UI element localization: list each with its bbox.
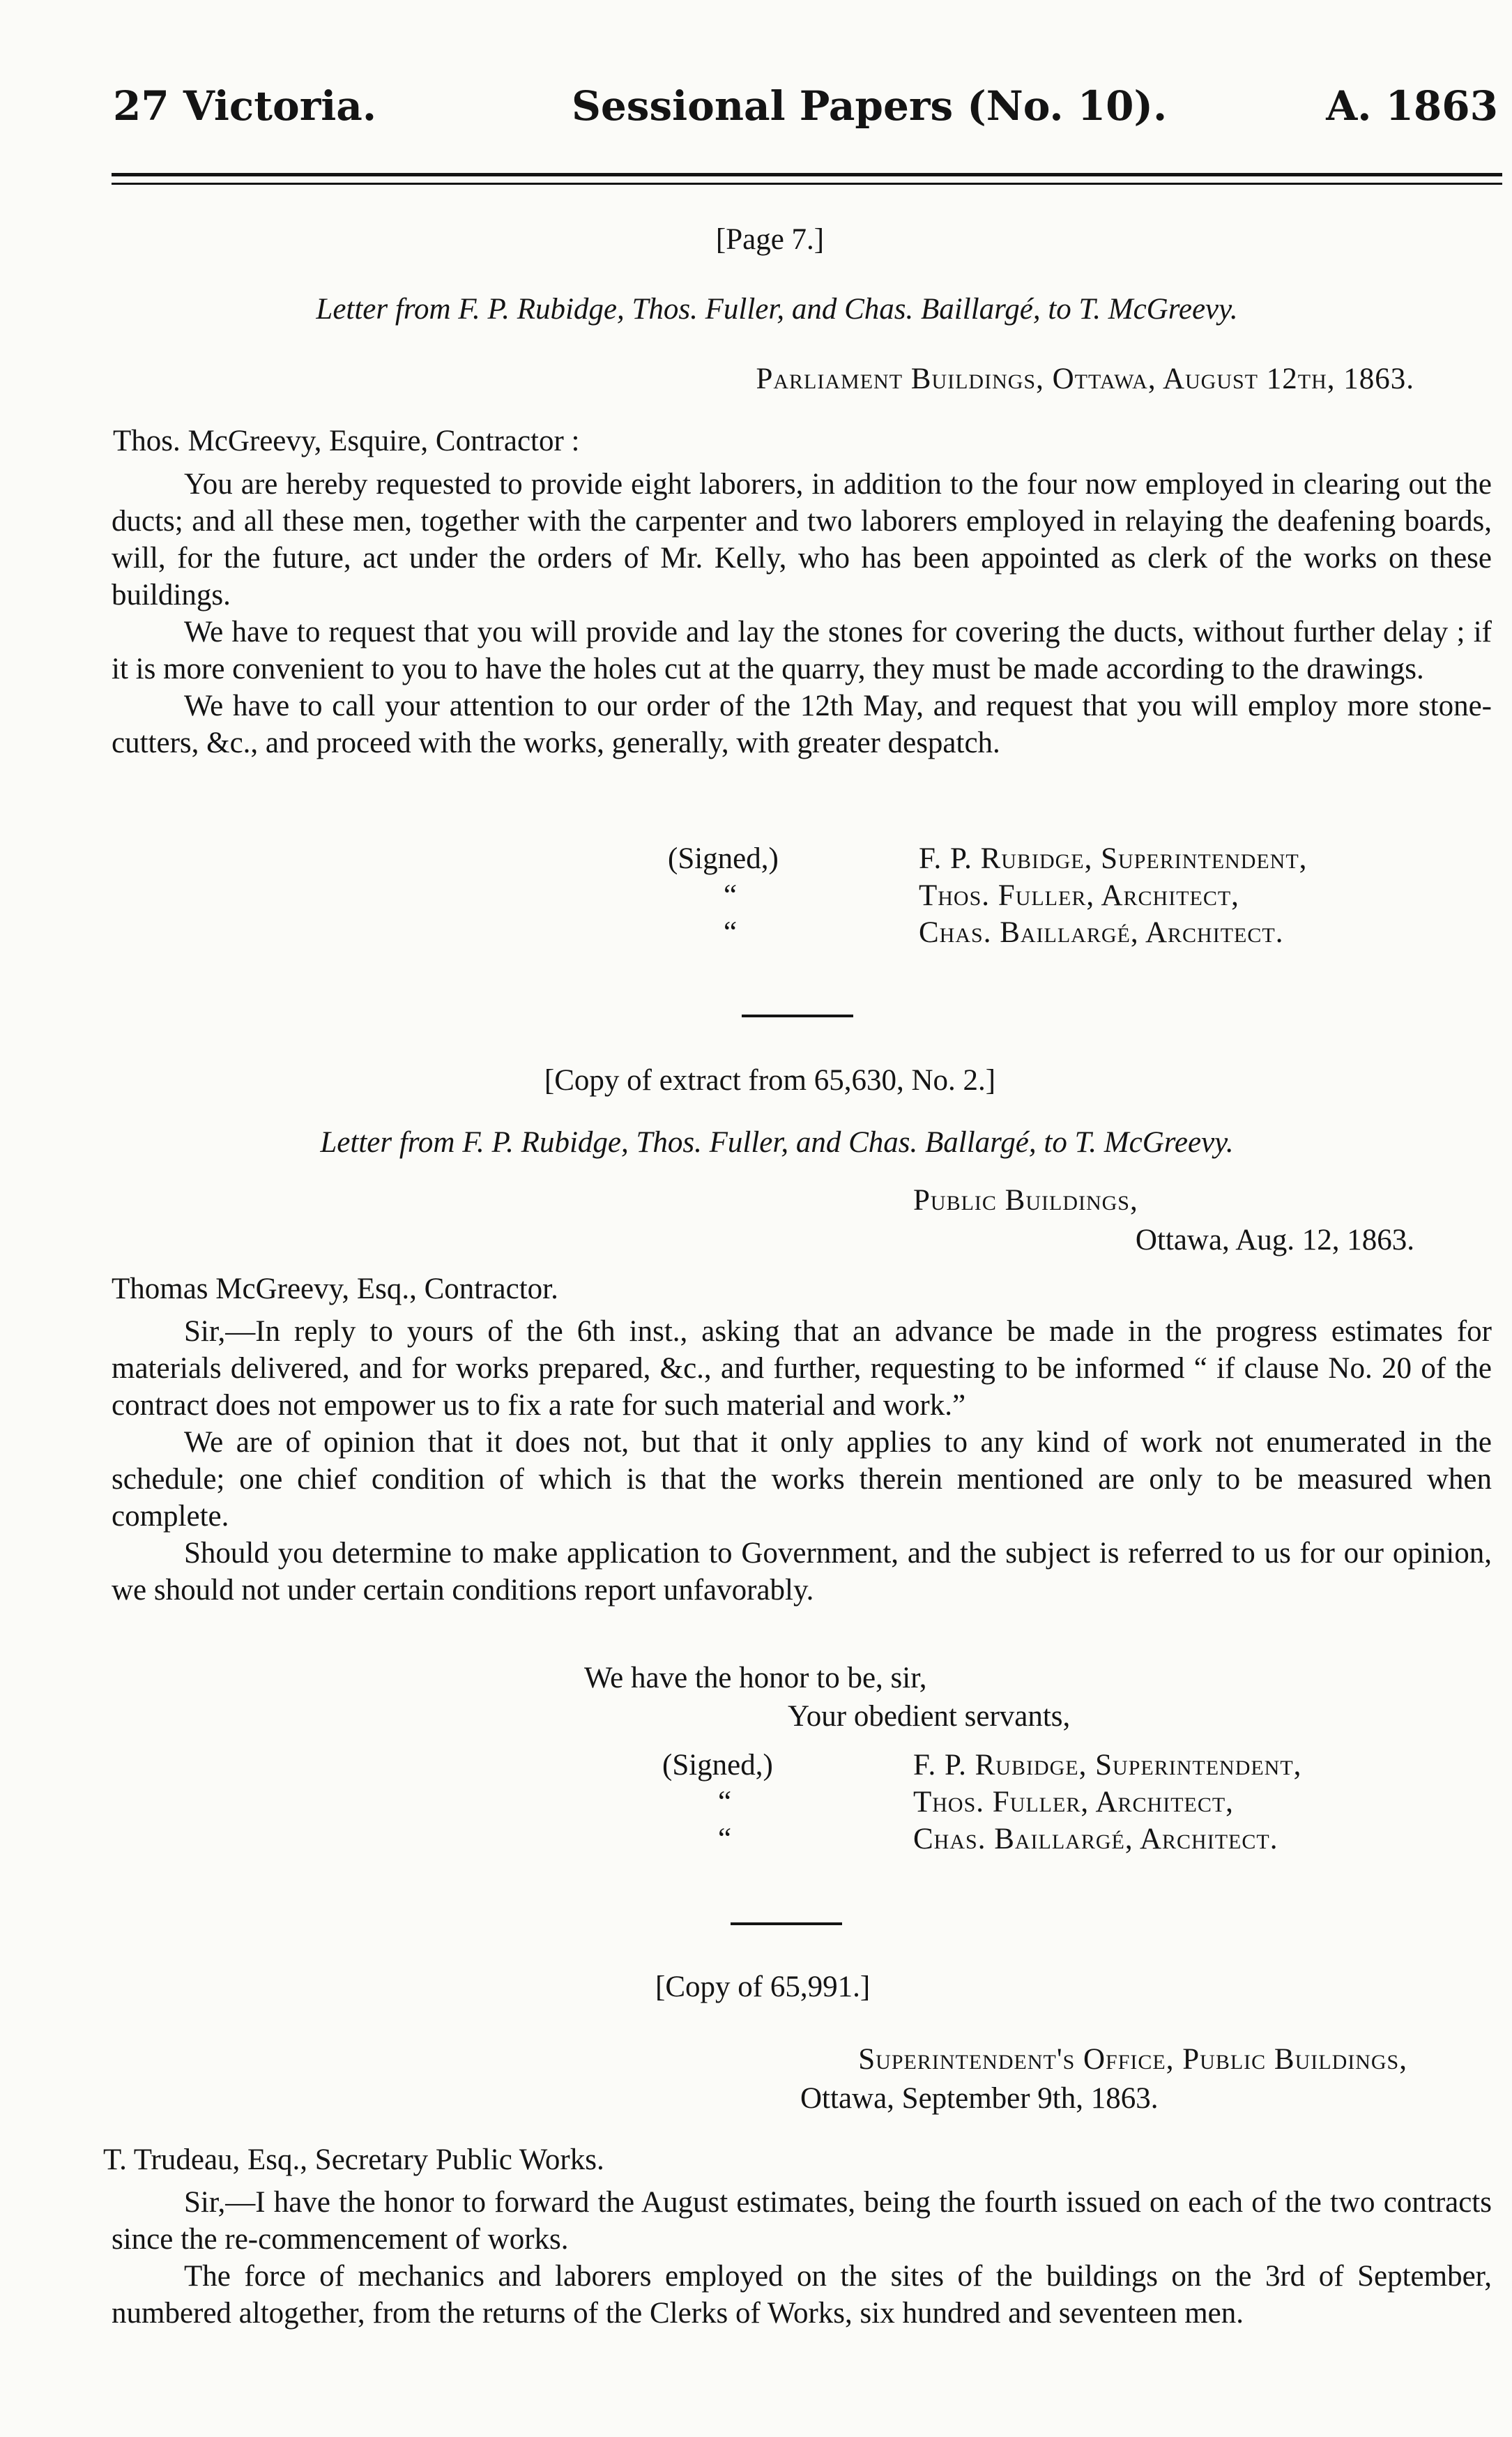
section3-addressee: T. Trudeau, Esq., Secretary Public Works. [103,2143,604,2176]
signatory-name: F. P. Rubidge, Superintendent, [913,1749,1302,1782]
section3-date: Ottawa, September 9th, 1863. [800,2082,1159,2115]
signatory-name: Thos. Fuller, Architect, [913,1786,1234,1819]
section1-signature-row-1 [668,840,1307,877]
section1-title: Letter from F. P. Rubidge, Thos. Fuller, and Chas. Baillargé, to T. McGreevy. [316,293,1238,326]
section1-place-date: Parliament Buildings, Ottawa, August 12th, 1863. [756,363,1414,395]
section1-paragraph-1: You are hereby requested to provide eight laborers, in addition to the four now employed in clearing out the ducts; and all these men, together with the carpenter and two laborers employed in relaying the deafening boards, will, for the future, act under the orders of Mr. Kelly, who has been appointed as clerk of the works on these buildings. [112,468,1492,612]
header-rule-thick [112,173,1502,176]
section1-paragraph-2: We have to request that you will provide and lay the stones for covering the ducts, without further delay ; if it is more convenient to you to have the holes cut at the quarry, they must be made according to the drawings. [112,616,1492,685]
section3-paragraph-1: Sir,—I have the honor to forward the August estimates, being the fourth issued on each of the two contracts since the re-commencement of works. [112,2186,1492,2256]
section2-page-ref: [Copy of extract from 65,630, No. 2.] [544,1064,996,1097]
header-left: 27 Victoria. [113,82,377,130]
signatory-name: Chas. Baillargé, Architect. [913,1823,1278,1855]
ditto-mark: “ [724,916,738,949]
ditto-mark: “ [718,1786,732,1819]
section1-signature-row-3 [668,914,1307,951]
section-divider [731,1922,842,1925]
signatory-name: Thos. Fuller, Architect, [919,879,1239,912]
signatory-name: F. P. Rubidge, Superintendent, [919,842,1308,875]
section3-body [112,2184,1492,2332]
section2-signature-block [662,1747,1301,1858]
section1-signature-block [668,840,1307,951]
header-center: Sessional Papers (No. 10). [572,82,1168,130]
section2-paragraph-3: Should you determine to make application to Government, and the subject is referred to us for our opinion, we should not under certain conditions report unfavorably. [112,1537,1492,1607]
section2-paragraph-1: Sir,—In reply to yours of the 6th inst., asking that an advance be made in the progress estimates for materials delivered, and for works prepared, &c., and further, requesting to be informed “ if clause No. 20 of the contract does not empower us to fix a rate for such material and work.” [112,1315,1492,1422]
section2-signature-row-3 [662,1821,1301,1858]
section-divider [742,1015,853,1017]
section2-addressee: Thomas McGreevy, Esq., Contractor. [112,1273,558,1305]
section2-body [112,1313,1492,1609]
signed-label: (Signed,) [662,1749,773,1782]
section1-signature-row-2 [668,877,1307,914]
ditto-mark: “ [724,879,738,912]
section2-place: Public Buildings, [913,1184,1138,1217]
section3-paragraph-2: The force of mechanics and laborers employed on the sites of the buildings on the 3rd of September, numbered altogether, from the returns of the Clerks of Works, six hundred and seventeen men. [112,2260,1492,2330]
section1-page-ref: [Page 7.] [715,223,825,256]
section2-title: Letter from F. P. Rubidge, Thos. Fuller, and Chas. Ballargé, to T. McGreevy. [320,1126,1234,1159]
section1-body [112,466,1492,761]
header-rule-thin [112,183,1502,185]
signed-label: (Signed,) [668,842,779,875]
section2-date: Ottawa, Aug. 12, 1863. [1135,1224,1414,1257]
signatory-name: Chas. Baillargé, Architect. [919,916,1284,949]
section1-paragraph-3: We have to call your attention to our order of the 12th May, and request that you will employ more stone-cutters, &c., and proceed with the works, generally, with greater despatch. [112,690,1492,759]
section3-page-ref: [Copy of 65,991.] [655,1971,871,2003]
section2-signature-row-2 [662,1784,1301,1821]
section3-place: Superintendent's Office, Public Buildings, [858,2043,1407,2076]
section2-closing-1: We have the honor to be, sir, [584,1662,927,1694]
section1-addressee: Thos. McGreevy, Esquire, Contractor : [113,425,580,457]
section2-signature-row-1 [662,1747,1301,1784]
section2-paragraph-2: We are of opinion that it does not, but that it only applies to any kind of work not enumerated in the schedule; one chief condition of which is that the works therein mentioned are only to be measured when complete. [112,1426,1492,1533]
header-right: A. 1863 [1326,82,1498,130]
ditto-mark: “ [718,1823,732,1855]
section2-closing-2: Your obedient servants, [788,1700,1071,1733]
